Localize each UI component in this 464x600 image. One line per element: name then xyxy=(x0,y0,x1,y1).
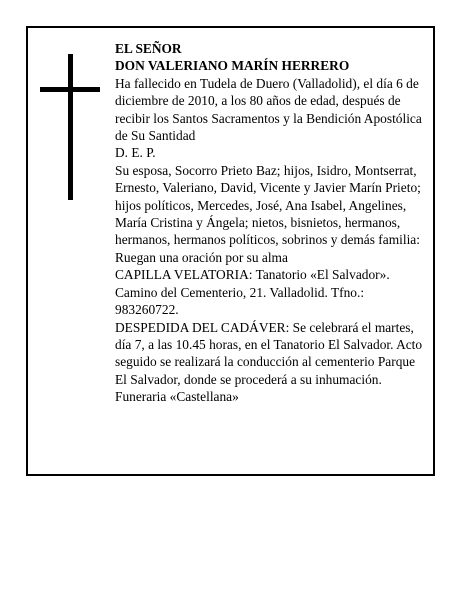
family-paragraph: Su esposa, Socorro Prieto Baz; hijos, Isidro, Montserrat, Ernesto, Valeriano, David, Vicente y Javier Marín Prieto; hijos políticos, Mercedes, José, Ana Isabel, Angelines, María Cristina y Ángela; nietos, bisnietos, hermanos, hermanos, hermanos políticos, sobrinos y demás familia: xyxy=(115,162,421,248)
farewell-info: DESPEDIDA DEL CADÁVER: Se celebrará el martes, día 7, a las 10.45 horas, en el Tanatorio El Salvador. Acto seguido se realizará la conducción al cementerio Parque El Salvador, donde se procederá a su inhumación. xyxy=(115,319,423,387)
chapel-info: CAPILLA VELATORIA: Tanatorio «El Salvador». Camino del Cementerio, 21. Valladolid. Tfno.: 983260722. xyxy=(115,267,390,318)
cross-horizontal-bar xyxy=(40,87,100,92)
prayer-request: Ruegan una oración por su alma xyxy=(115,249,288,265)
deceased-name: DON VALERIANO MARÍN HERRERO xyxy=(115,58,350,74)
dep-line: D. E. P. xyxy=(115,145,156,161)
funeral-home: Funeraria «Castellana» xyxy=(115,389,239,405)
heading-title: EL SEÑOR xyxy=(115,41,182,56)
obituary-notice xyxy=(26,26,435,476)
cross-icon xyxy=(40,54,100,200)
notice-text xyxy=(115,40,427,406)
death-announcement: Ha fallecido en Tudela de Duero (Valladolid), el día 6 de diciembre de 2010, a los 80 años de edad, después de recibir los Santos Sacramentos y la Bendición Apostólica de Su Santidad xyxy=(115,75,422,144)
cross-vertical-bar xyxy=(68,54,73,200)
